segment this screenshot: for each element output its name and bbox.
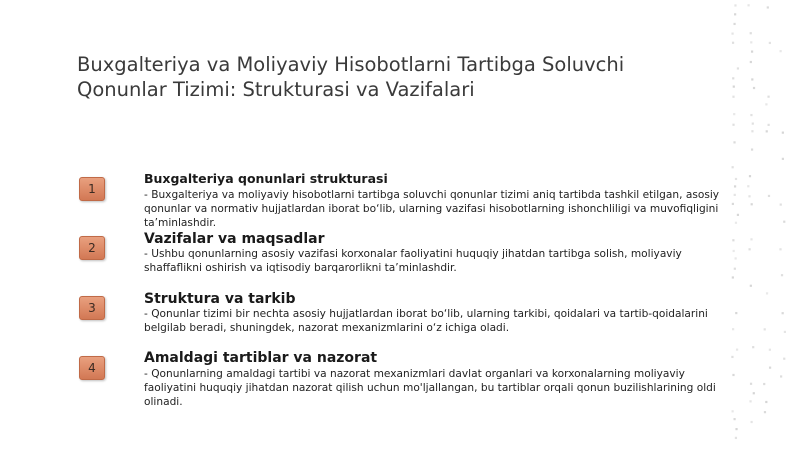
decorative-dot (779, 248, 781, 250)
decorative-dot (769, 349, 771, 351)
decorative-dot (733, 250, 735, 252)
decorative-dot (782, 312, 784, 314)
decorative-dot (780, 203, 782, 205)
decorative-dot (750, 383, 752, 385)
decorative-dot (763, 383, 765, 385)
decorative-dot (751, 130, 753, 132)
item-description: - Qonunlarning amaldagi tartibi va nazorat mexanizmlari davlat organlari va korxonalarning moliyaviy faoliyatini huquqiy jihatdan nazorat qilish uchun mo'ljallangan, bu tartiblar orqali qonun buzilishlarining oldi olinadi. (144, 368, 716, 408)
decorative-dot (736, 349, 738, 351)
decorative-dot (732, 328, 734, 330)
decorative-dot (735, 428, 737, 430)
decorative-dot (733, 113, 735, 115)
item-description: - Ushbu qonunlarning asosiy vazifasi korxonalar faoliyatini huquqiy jihatdan tartibga solish, moliyaviy shaffaflikni oshirish va iqtisodiy barqarorlikni ta’minlashdir. (144, 248, 682, 274)
decorative-dot (747, 185, 749, 187)
decorative-dot (732, 276, 734, 278)
decorative-dot (780, 375, 782, 377)
decorative-dot (784, 331, 786, 333)
decorative-dot (767, 96, 769, 98)
decorative-dot (752, 123, 754, 125)
item-description: - Qonunlar tizimi bir nechta asosiy hujjatlardan iborat bo‘lib, ularning tarkibi, qoidalari va tartib-qoidalarini belgilab beradi, shuningdek, nazorat mexanizmlarini o‘z ichiga oladi. (144, 308, 708, 334)
decorative-dot (749, 175, 751, 177)
decorative-dot (748, 195, 750, 197)
decorative-dot (769, 367, 771, 369)
item-heading: Struktura va tarkib (144, 291, 296, 307)
item-heading: Amaldagi tartiblar va nazorat (144, 350, 378, 366)
decorative-dot (732, 410, 734, 412)
decorative-dot (749, 400, 751, 402)
decorative-dot-pattern (722, 0, 800, 449)
decorative-dot (737, 67, 739, 69)
decorative-dot (751, 148, 753, 150)
decorative-dot (735, 437, 737, 439)
decorative-dot (764, 411, 766, 413)
decorative-dot (731, 356, 733, 358)
decorative-dot (734, 13, 736, 15)
decorative-dot (734, 4, 736, 6)
decorative-dot (782, 158, 784, 160)
decorative-dot (752, 346, 754, 348)
decorative-dot (780, 50, 782, 52)
number-badge: 3 (79, 296, 105, 320)
decorative-dot (747, 4, 749, 6)
decorative-dot (734, 194, 736, 196)
decorative-dot (751, 203, 753, 205)
decorative-dot (735, 222, 737, 224)
decorative-dot (732, 124, 734, 126)
decorative-dot (769, 42, 771, 44)
item-description: - Buxgalteriya va moliyaviy hisobotlarni tartibga soluvchi qonunlar tizimi aniq tartibda tashkil etilgan, asosiy qonunlar va normativ hujjatlardan iborat bo‘lib, ularning vazifasi hisobotlarning ishonchliligi va muvofiqligini ta’minlashdir. (144, 189, 720, 229)
number-badge: 4 (79, 356, 105, 380)
decorative-dot (781, 274, 783, 276)
decorative-dot (733, 418, 735, 420)
decorative-dot (750, 41, 752, 43)
decorative-dot (766, 292, 768, 294)
decorative-dot (753, 392, 755, 394)
decorative-dot (783, 221, 785, 223)
item-heading: Buxgalteriya qonunlari strukturasi (144, 171, 388, 186)
decorative-dot (782, 132, 784, 134)
decorative-dot (751, 78, 753, 80)
decorative-dot (768, 195, 770, 197)
decorative-dot (751, 50, 753, 52)
decorative-dot (732, 77, 734, 79)
decorative-dot (735, 257, 737, 259)
decorative-dot (731, 32, 733, 34)
decorative-dot (733, 141, 735, 143)
decorative-dot (767, 6, 769, 8)
decorative-dot (732, 239, 734, 241)
decorative-dot (765, 103, 767, 105)
decorative-dot (750, 61, 752, 63)
decorative-dot (764, 328, 766, 330)
decorative-dot (732, 42, 734, 44)
decorative-dot (734, 268, 736, 270)
decorative-dot (735, 312, 737, 314)
decorative-dot (734, 185, 736, 187)
decorative-dot (732, 166, 734, 168)
decorative-dot (750, 285, 752, 287)
decorative-dot (783, 358, 785, 360)
number-badge: 2 (79, 236, 105, 260)
decorative-dot (753, 87, 755, 89)
decorative-dot (749, 248, 751, 250)
decorative-dot (732, 96, 734, 98)
decorative-dot (768, 124, 770, 126)
decorative-dot (765, 401, 767, 403)
decorative-dot (750, 114, 752, 116)
slide-title: Buxgalteriya va Moliyaviy Hisobotlarni Tartibga Soluvchi Qonunlar Tizimi: Strukturasi va Vazifalari (77, 53, 625, 101)
decorative-dot (737, 214, 739, 216)
item-heading: Vazifalar va maqsadlar (144, 231, 325, 247)
decorative-dot (750, 238, 752, 240)
number-badge: 1 (79, 177, 105, 201)
decorative-dot (732, 374, 734, 376)
decorative-dot (733, 86, 735, 88)
decorative-dot (766, 130, 768, 132)
decorative-dot (735, 178, 737, 180)
decorative-dot (751, 421, 753, 423)
decorative-dot (732, 203, 734, 205)
decorative-dot (733, 23, 735, 25)
decorative-dot (750, 32, 752, 34)
